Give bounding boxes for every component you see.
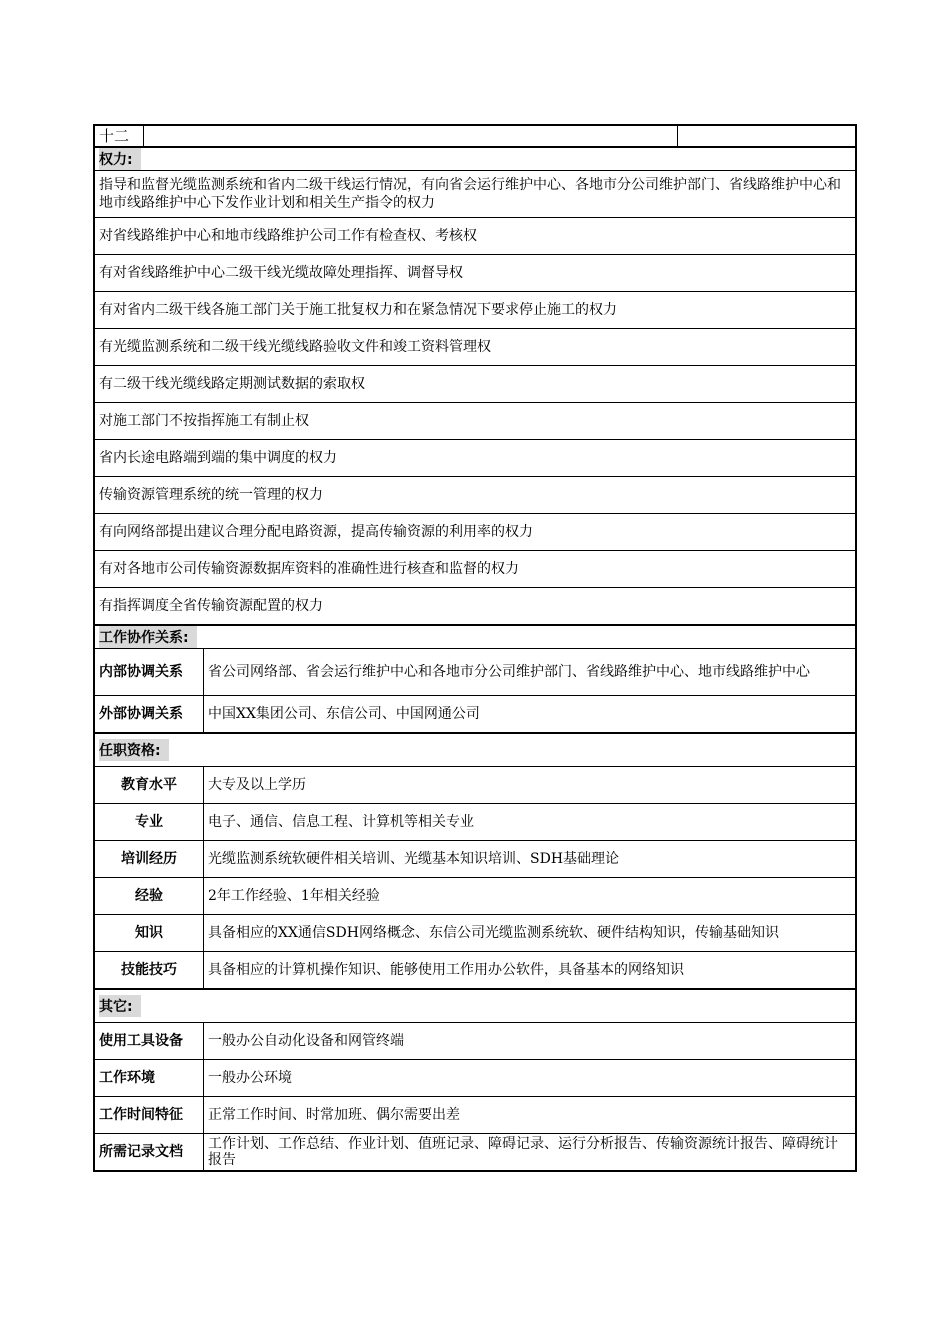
skills-value: 具备相应的计算机操作知识、能够使用工作用办公软件，具备基本的网络知识 xyxy=(203,952,855,988)
relations-title: 工作协作关系: xyxy=(95,626,201,648)
powers-title: 权力: xyxy=(95,148,145,170)
power-item: 有指挥调度全省传输资源配置的权力 xyxy=(99,597,323,614)
work-time-label: 工作时间特征 xyxy=(99,1106,183,1123)
environment-value: 一般办公环境 xyxy=(203,1060,855,1096)
power-item: 有二级干线光缆线路定期测试数据的索取权 xyxy=(99,375,365,392)
power-item: 指导和监督光缆监测系统和省内二级干线运行情况，有向省会运行维护中心、各地市分公司维护部门、省线路维护中心和地市线路维护中心下发作业计划和相关生产指令的权力 xyxy=(99,177,841,211)
knowledge-value: 具备相应的XX通信SDH网络概念、东信公司光缆监测系统软、硬件结构知识，传输基础知识 xyxy=(203,915,855,951)
power-item: 有对省线路维护中心二级干线光缆故障处理指挥、调督导权 xyxy=(99,264,463,281)
training-label: 培训经历 xyxy=(121,850,177,867)
major-value: 电子、通信、信息工程、计算机等相关专业 xyxy=(203,804,855,840)
external-relations-label: 外部协调关系 xyxy=(99,705,183,722)
records-label: 所需记录文档 xyxy=(99,1143,183,1160)
header-middle-cell xyxy=(143,126,677,146)
powers-section-header xyxy=(95,146,855,170)
records-value: 工作计划、工作总结、作业计划、值班记录、障碍记录、运行分析报告、传输资源统计报告、障碍统计报告 xyxy=(203,1134,855,1170)
work-time-value: 正常工作时间、时常加班、偶尔需要出差 xyxy=(203,1097,855,1133)
power-item: 传输资源管理系统的统一管理的权力 xyxy=(99,486,323,503)
environment-label: 工作环境 xyxy=(99,1069,155,1086)
knowledge-label: 知识 xyxy=(135,924,163,941)
education-value: 大专及以上学历 xyxy=(203,767,855,803)
tools-label: 使用工具设备 xyxy=(99,1032,183,1049)
external-relations-value: 中国XX集团公司、东信公司、中国网通公司 xyxy=(203,696,855,732)
qualifications-section-header xyxy=(95,732,855,766)
education-label: 教育水平 xyxy=(121,776,177,793)
training-value: 光缆监测系统软硬件相关培训、光缆基本知识培训、SDH基础理论 xyxy=(203,841,855,877)
experience-value: 2年工作经验、1年相关经验 xyxy=(203,878,855,914)
skills-label: 技能技巧 xyxy=(121,961,177,978)
power-item: 省内长途电路端到端的集中调度的权力 xyxy=(99,449,337,466)
relations-section-header xyxy=(95,624,855,648)
power-item: 有对省内二级干线各施工部门关于施工批复权力和在紧急情况下要求停止施工的权力 xyxy=(99,301,617,318)
power-item: 对施工部门不按指挥施工有制止权 xyxy=(99,412,309,429)
power-item: 对省线路维护中心和地市线路维护公司工作有检查权、考核权 xyxy=(99,227,477,244)
job-description-table xyxy=(93,124,857,1172)
power-item: 有光缆监测系统和二级干线光缆线路验收文件和竣工资料管理权 xyxy=(99,338,491,355)
internal-relations-value: 省公司网络部、省会运行维护中心和各地市分公司维护部门、省线路维护中心、地市线路维护中心 xyxy=(203,649,855,695)
experience-label: 经验 xyxy=(135,887,163,904)
major-label: 专业 xyxy=(135,813,163,830)
other-title: 其它: xyxy=(95,990,145,1022)
power-item: 有对各地市公司传输资源数据库资料的准确性进行核查和监督的权力 xyxy=(99,560,519,577)
header-row xyxy=(95,126,855,146)
internal-relations-label: 内部协调关系 xyxy=(99,663,183,680)
section-number: 十二 xyxy=(99,126,130,145)
other-section-header xyxy=(95,988,855,1022)
qualifications-title: 任职资格: xyxy=(95,734,173,766)
power-item: 有向网络部提出建议合理分配电路资源，提高传输资源的利用率的权力 xyxy=(99,523,533,540)
header-right-cell xyxy=(677,126,855,146)
tools-value: 一般办公自动化设备和网管终端 xyxy=(203,1023,855,1059)
